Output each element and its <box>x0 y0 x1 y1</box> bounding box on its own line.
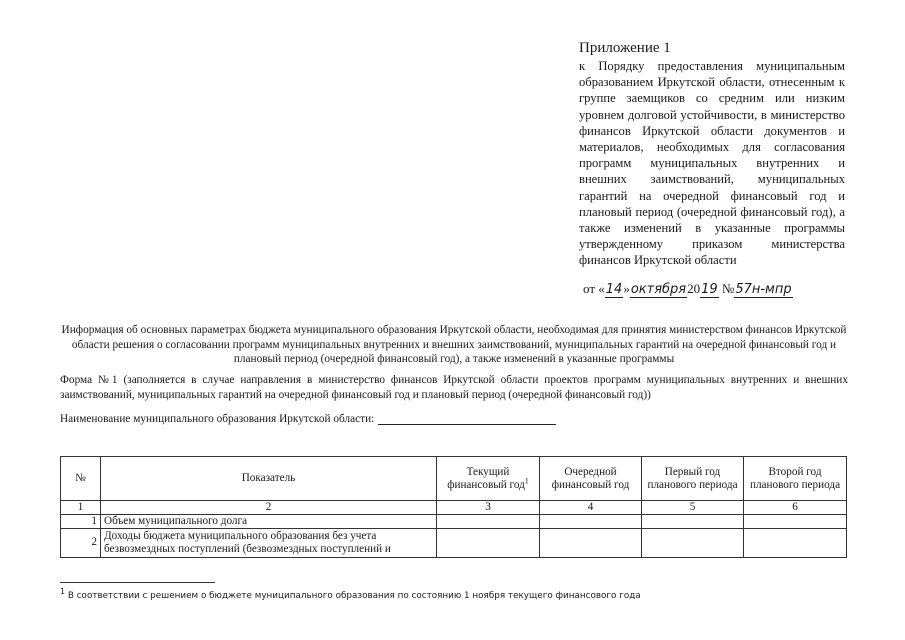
mo-name-line <box>60 413 556 425</box>
mo-name-label: Наименование муниципального образования Иркутской области: <box>60 413 375 425</box>
table-header-row <box>61 457 847 501</box>
value-cell <box>437 514 540 528</box>
order-mid: » <box>623 281 630 296</box>
column-number: 6 <box>744 501 847 515</box>
appendix-title: Приложение 1 <box>579 40 671 56</box>
value-cell <box>540 514 642 528</box>
footnote <box>60 587 641 601</box>
order-number-prefix: № <box>718 281 735 296</box>
column-number: 4 <box>540 501 642 515</box>
parameters-table <box>60 456 847 558</box>
order-prefix: от « <box>583 281 605 296</box>
column-number: 3 <box>437 501 540 515</box>
appendix-order-line <box>583 281 793 297</box>
order-number: 57н-мпр <box>735 282 792 297</box>
value-cell <box>540 528 642 557</box>
footnote-text: В соответствии с решением о бюджете муниципального образования по состоянию 1 ноября текущего финансового года <box>65 591 641 601</box>
footnote-rule <box>60 582 215 583</box>
column-number: 1 <box>61 501 101 515</box>
value-cell <box>744 528 847 557</box>
row-indicator: Доходы бюджета муниципального образования без учета безвозмездных поступлений (безвозмездных поступлений и <box>101 528 437 557</box>
row-indicator: Объем муниципального долга <box>101 514 437 528</box>
table-row <box>61 528 847 557</box>
value-cell <box>642 514 744 528</box>
table-row <box>61 514 847 528</box>
footnote-ref: 1 <box>524 475 529 485</box>
header-current-year: Текущий финансовый год$^1$ <box>437 457 540 501</box>
value-cell <box>744 514 847 528</box>
column-number-row <box>61 501 847 515</box>
header-no: № <box>61 457 101 501</box>
form-paragraph <box>60 373 848 402</box>
appendix-body: к Порядку предоставления муниципальным образованием Иркутской области, отнесенным к группе заемщиков со средним или низким уровнем долговой устойчивости, в министерство финансов Иркутской области документов и материалов, необходимых для согласования программ муниципальных внутренних и внешних заимствований, муниципальных гарантий на очередной финансовый год и плановый период (очередной финансовый год), а также изменений в указанные программы утвержденному приказом министерства финансов Иркутской области <box>579 59 845 268</box>
column-number: 5 <box>642 501 744 515</box>
header-plan-year-2: Второй год планового периода <box>744 457 847 501</box>
column-number: 2 <box>101 501 437 515</box>
order-day: 14 <box>605 282 623 297</box>
value-cell <box>642 528 744 557</box>
form-label: Форма №1 <box>60 374 118 386</box>
value-cell <box>437 528 540 557</box>
order-year: 19 <box>701 282 718 297</box>
header-next-year: Очередной финансовый год <box>540 457 642 501</box>
document-heading: Информация об основных параметрах бюджета муниципального образования Иркутской области, необходимая для принятия министерством финансов Иркутской области решения о согласовании программ муниципальных внутренних и внешних заимствований, муниципальных гарантий на очередной финансовый год и плановый период (очередной финансовый год), а также изменений в указанные программы <box>61 324 847 365</box>
row-number: 1 <box>61 514 101 528</box>
footnote-mark: 1 <box>60 587 66 597</box>
order-month: октября <box>630 282 687 297</box>
mo-name-blank <box>378 413 556 425</box>
header-indicator: Показатель <box>101 457 437 501</box>
row-number: 2 <box>61 528 101 557</box>
order-year-prefix: 20 <box>687 281 701 296</box>
form-text: (заполняется в случае направления в министерство финансов Иркутской области проектов программ муниципальных внутренних и внешних заимствований, муниципальных гарантий на очередной финансовый год и плановый период (очередной финансовый год)) <box>60 374 849 401</box>
header-plan-year-1: Первый год планового периода <box>642 457 744 501</box>
